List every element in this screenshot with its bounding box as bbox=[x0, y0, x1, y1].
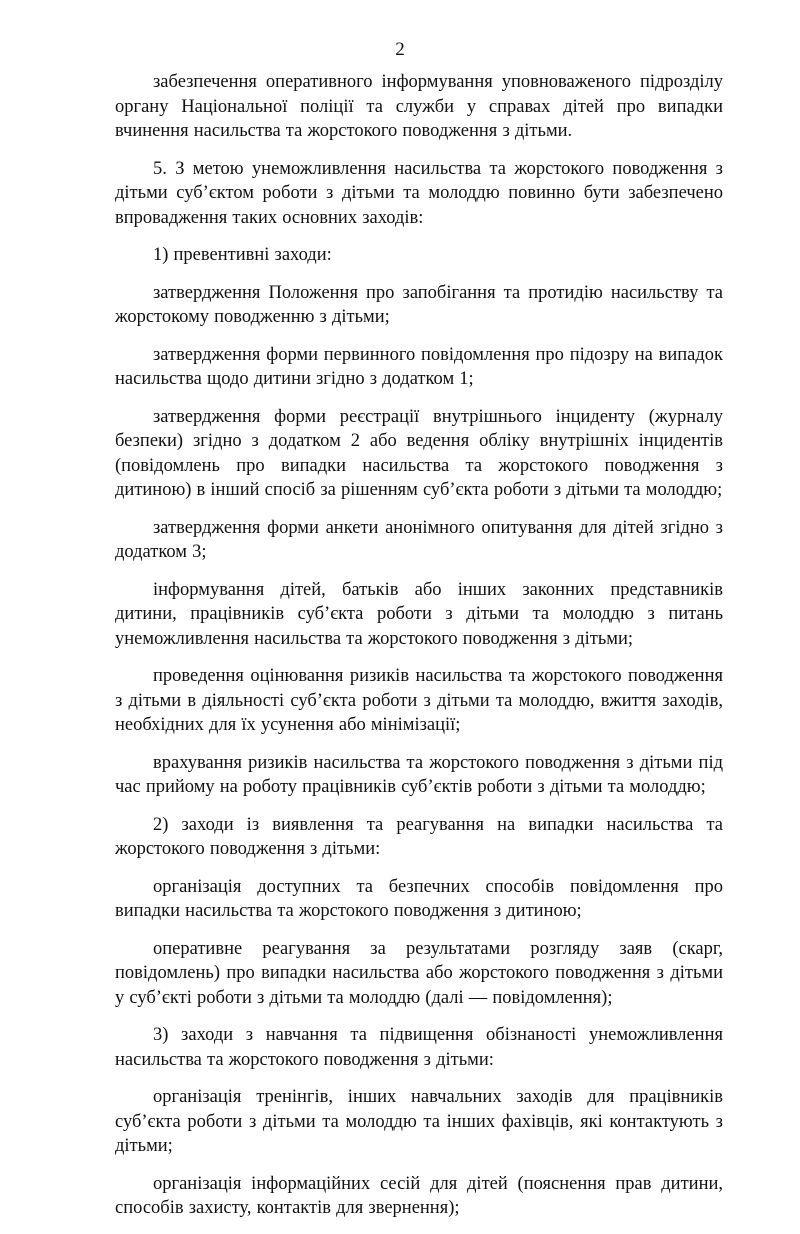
paragraph-measure: врахування ризиків насильства та жорстокого поводження з дітьми під час прийому на роботу працівників суб’єктів роботи з дітьми та молоддю; bbox=[115, 752, 723, 797]
paragraph-continuation: забезпечення оперативного інформування уповноваженого підрозділу органу Національної поліції та служби у справах дітей про випадки вчинення насильства та жорстокого поводження з дітьми. bbox=[115, 72, 723, 141]
paragraph-subitem-3-heading: 3) заходи з навчання та підвищення обізнаності унеможливлення насильства та жорстокого поводження з дітьми: bbox=[115, 1025, 723, 1070]
paragraph-measure: оперативне реагування за результатами розгляду заяв (скарг, повідомлень) про випадки насильства або жорстокого поводження з дітьми у суб’єкті роботи з дітьми та молоддю (далі — повідомлення); bbox=[115, 938, 723, 1008]
paragraph-measure: затвердження форми первинного повідомлення про підозру на випадок насильства щодо дитини згідно з додатком 1; bbox=[115, 344, 723, 389]
document-body bbox=[115, 70, 723, 1234]
paragraph-item-5: 5. З метою унеможливлення насильства та жорстокого поводження з дітьми суб’єктом роботи з дітьми та молоддю повинно бути забезпечено впровадження таких основних заходів: bbox=[115, 158, 723, 228]
paragraph-measure: інформування дітей, батьків або інших законних представників дитини, працівників суб’єкта роботи з дітьми та молоддю з питань унеможливлення насильства та жорстокого поводження з дітьми; bbox=[115, 579, 723, 649]
paragraph-measure: організація доступних та безпечних способів повідомлення про випадки насильства та жорстокого поводження з дитиною; bbox=[115, 876, 723, 921]
paragraph-measure: організація тренінгів, інших навчальних заходів для працівників суб’єкта роботи з дітьми та молоддю та інших фахівців, які контактують з дітьми; bbox=[115, 1087, 723, 1156]
paragraph-measure: організація інформаційних сесій для дітей (пояснення прав дитини, способів захисту, контактів для звернення); bbox=[115, 1173, 723, 1218]
paragraph-subitem-1-heading: 1) превентивні заходи: bbox=[153, 245, 332, 265]
paragraph-measure: затвердження форми реєстрації внутрішнього інциденту (журналу безпеки) згідно з додатком 2 або ведення обліку внутрішніх інцидентів (повідомлень про випадки насильства та жорстокого поводження з дитиною) в інший спосіб за рішенням суб’єкта роботи з дітьми та молоддю; bbox=[115, 406, 723, 500]
paragraph-measure: затвердження форми анкети анонімного опитування для дітей згідно з додатком 3; bbox=[115, 517, 723, 562]
page-number: 2 bbox=[395, 39, 405, 60]
paragraph-measure: проведення оцінювання ризиків насильства та жорстокого поводження з дітьми в діяльності суб’єкта роботи з дітьми та молоддю, вжиття заходів, необхідних для їх усунення або мінімізації; bbox=[115, 666, 723, 735]
paragraph-subitem-2-heading: 2) заходи із виявлення та реагування на випадки насильства та жорстокого поводження з дітьми: bbox=[115, 814, 723, 859]
paragraph-measure: затвердження Положення про запобігання та протидію насильству та жорстокому поводженню з дітьми; bbox=[115, 282, 723, 327]
